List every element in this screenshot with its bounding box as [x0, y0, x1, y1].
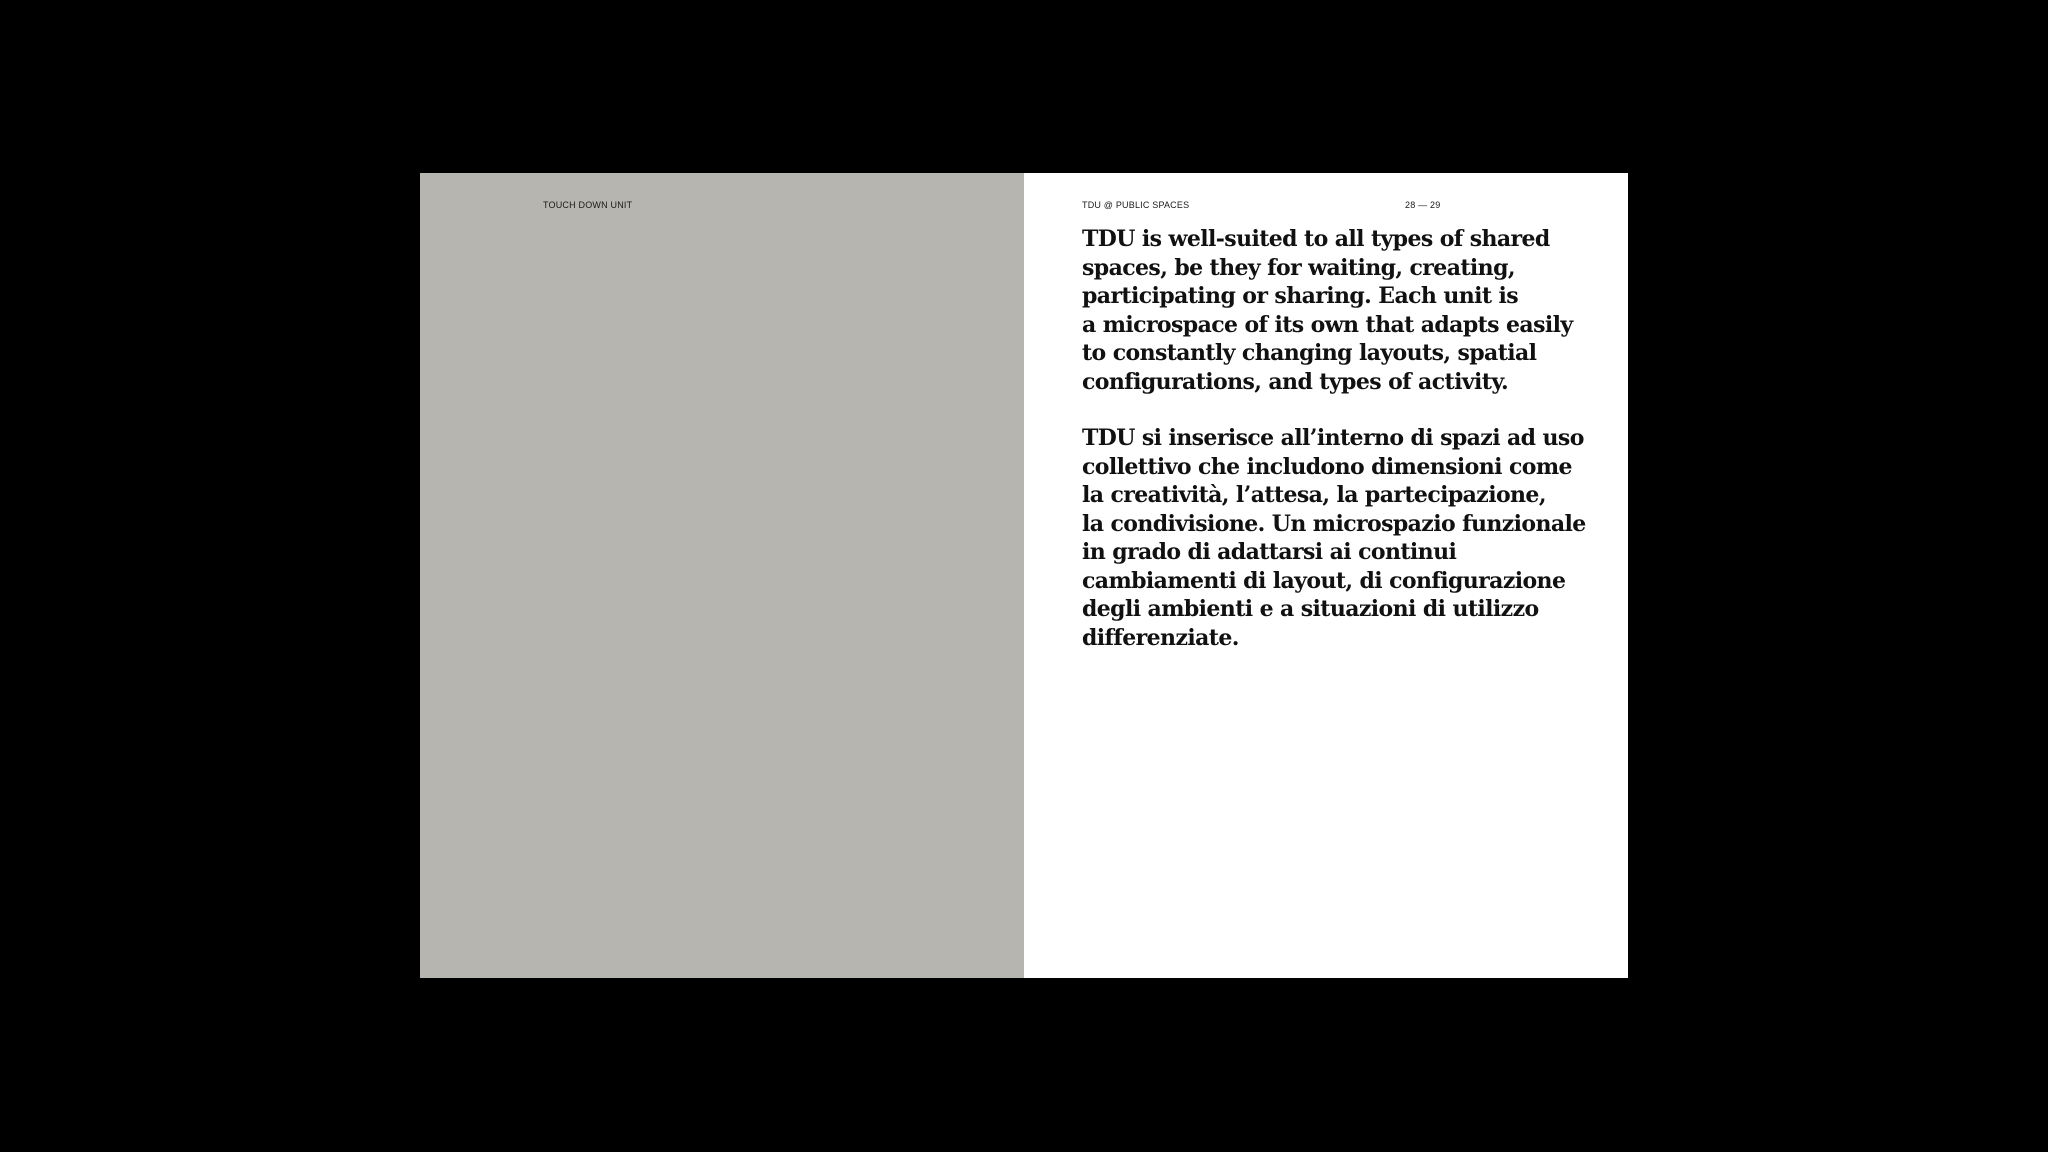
- italian-paragraph: TDU si inserisce all’interno di spazi ad uso collettivo che includono dimensioni come la creatività, l’attesa, la partecipazione, la condivisione. Un microspazio funzionale in grado di adattarsi ai continui cambiamenti di layout, di configurazione degli ambienti e a situazioni di utilizzo differenziate.: [1082, 425, 1586, 651]
- left-running-head: TOUCH DOWN UNIT: [543, 200, 633, 210]
- left-page: [420, 173, 1024, 978]
- page-numbers: 28 — 29: [1405, 200, 1441, 210]
- english-paragraph: TDU is well-suited to all types of shared spaces, be they for waiting, creating, participating or sharing. Each unit is a microspace of its own that adapts easily to constantly changing layouts, spatial configurations, and types of activity.: [1082, 226, 1573, 395]
- right-page: [1024, 173, 1628, 978]
- right-running-head: TDU @ PUBLIC SPACES: [1082, 200, 1190, 210]
- book-spread: [420, 173, 1628, 978]
